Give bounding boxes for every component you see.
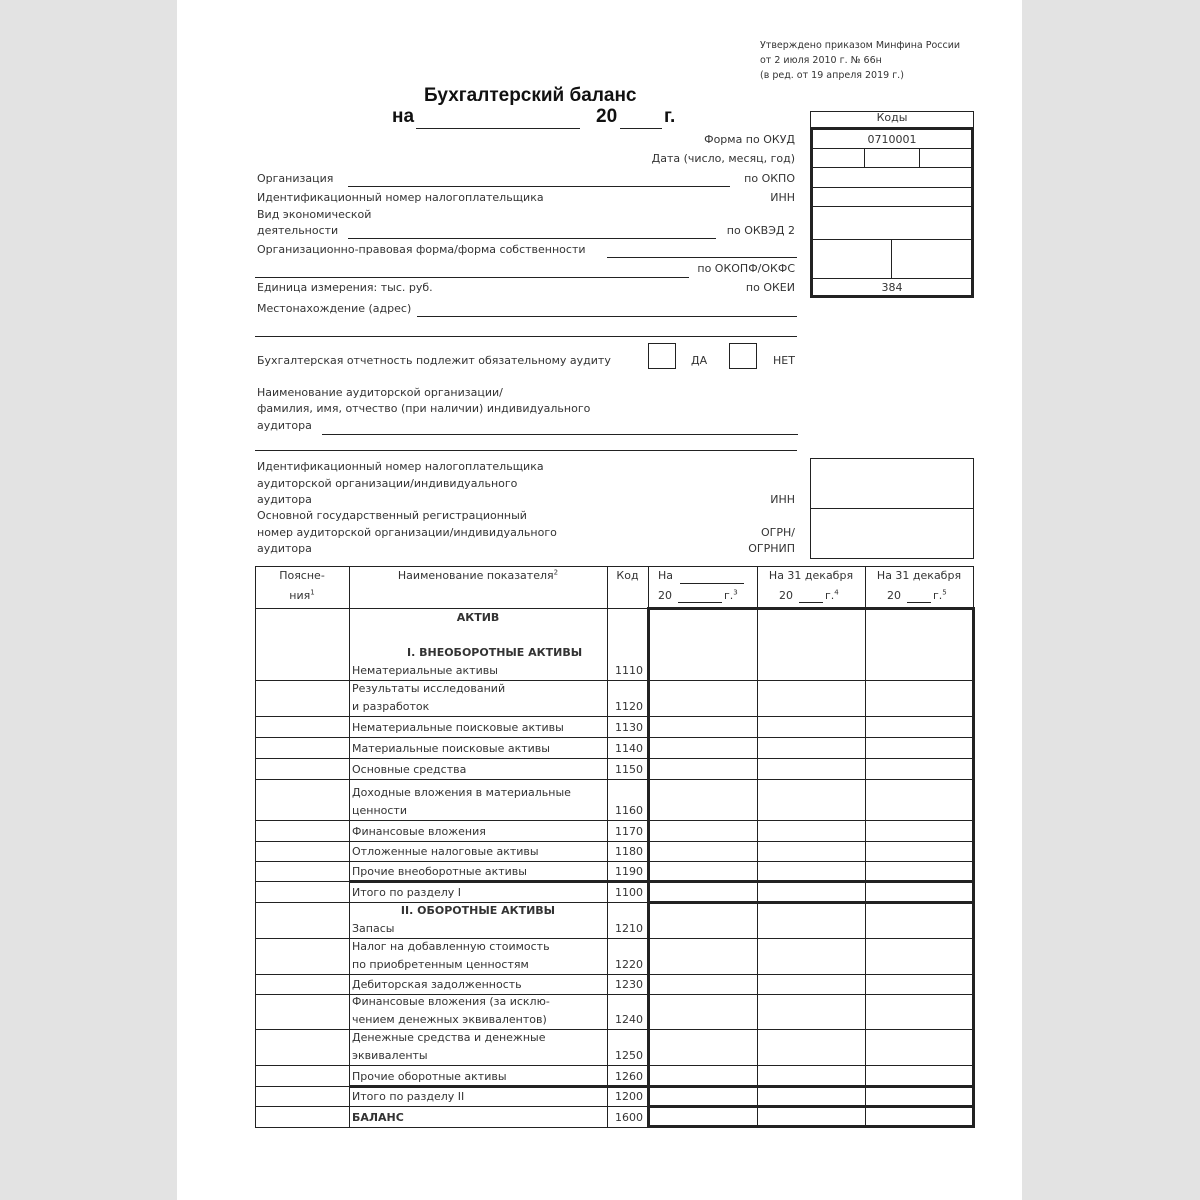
row-name: Нематериальные активы bbox=[352, 664, 498, 677]
audit-yes-checkbox[interactable] bbox=[648, 343, 676, 369]
auditor-inn-field[interactable] bbox=[811, 459, 973, 508]
notes-cell[interactable] bbox=[256, 1030, 348, 1064]
okud-label: Форма по ОКУД bbox=[704, 133, 795, 146]
okud-value: 0710001 bbox=[867, 133, 917, 146]
ogrn-label-1: Основной государственный регистрационный bbox=[257, 509, 527, 522]
row-name: Доходные вложения в материальные bbox=[352, 786, 571, 799]
row-code: 1200 bbox=[615, 1090, 643, 1103]
okopf-field[interactable] bbox=[812, 240, 891, 278]
notes-cell[interactable] bbox=[256, 738, 348, 757]
header-col3-year-suffix: г.$^5$ bbox=[933, 588, 947, 602]
notes-cell[interactable] bbox=[256, 939, 348, 973]
row-code: 1120 bbox=[615, 700, 643, 713]
row-code: 1260 bbox=[615, 1070, 643, 1083]
footnote-2: 2 bbox=[553, 568, 559, 577]
section-asset: АКТИВ bbox=[456, 611, 500, 624]
header-col2-year-field[interactable] bbox=[801, 589, 823, 602]
header-notes-line2 bbox=[255, 589, 349, 603]
notes-cell[interactable] bbox=[256, 759, 348, 778]
row-code: 1180 bbox=[615, 845, 643, 858]
row-name: Результаты исследований bbox=[352, 682, 506, 695]
footnote-5: 5 bbox=[942, 588, 947, 597]
notes-cell[interactable] bbox=[256, 681, 348, 715]
header-notes-text: ния bbox=[289, 589, 311, 602]
header-col3-line1: На 31 декабря bbox=[876, 569, 962, 582]
notes-cell[interactable] bbox=[256, 995, 348, 1028]
unit-label: Единица измерения: тыс. руб. bbox=[257, 281, 433, 294]
auditor-inn-code-label: ИНН bbox=[770, 493, 795, 506]
notes-cell[interactable] bbox=[256, 862, 348, 880]
date-label: Дата (число, месяц, год) bbox=[651, 152, 795, 165]
okei-label: по ОКЕИ bbox=[745, 281, 795, 294]
row-code: 1100 bbox=[615, 886, 643, 899]
header-col2-year-suffix: г.$^4$ bbox=[825, 588, 839, 602]
ownership-form-field[interactable] bbox=[255, 277, 689, 278]
notes-cell[interactable] bbox=[256, 821, 348, 840]
row-code: 1220 bbox=[615, 958, 643, 971]
audit-no-checkbox[interactable] bbox=[729, 343, 757, 369]
title-year-suffix: г. bbox=[664, 106, 676, 127]
notes-cell[interactable] bbox=[256, 882, 348, 901]
row-name: Основные средства bbox=[352, 763, 467, 776]
row-name: по приобретенным ценностям bbox=[352, 958, 529, 971]
auditor-name-label-1: Наименование аудиторской организации/ bbox=[257, 386, 503, 399]
organization-field[interactable] bbox=[348, 186, 730, 187]
approval-line-2: от 2 июля 2010 г. № 66н bbox=[760, 55, 882, 66]
notes-cell[interactable] bbox=[256, 717, 348, 736]
row-code: 1160 bbox=[615, 804, 643, 817]
auditor-ogrn-field[interactable] bbox=[811, 509, 973, 558]
notes-cell[interactable] bbox=[256, 609, 348, 679]
report-year-field[interactable] bbox=[620, 128, 662, 129]
notes-cell[interactable] bbox=[256, 1107, 348, 1126]
mandatory-audit-label: Бухгалтерская отчетность подлежит обязательному аудиту bbox=[257, 354, 611, 367]
row-name: Прочие оборотные активы bbox=[352, 1070, 507, 1083]
inn-label: ИНН bbox=[770, 191, 795, 204]
header-name-text: Наименование показателя bbox=[397, 569, 554, 582]
section-1-title: I. ВНЕОБОРОТНЫЕ АКТИВЫ bbox=[407, 646, 583, 659]
ogrn-label-3: аудитора bbox=[257, 542, 312, 555]
row-name: Налог на добавленную стоимость bbox=[352, 940, 550, 953]
row-name: Итого по разделу II bbox=[352, 1090, 465, 1103]
activity-field[interactable] bbox=[348, 238, 716, 239]
row-name: Денежные средства и денежные bbox=[352, 1031, 546, 1044]
auditor-inn-label-3: аудитора bbox=[257, 493, 312, 506]
okpo-label: по ОКПО bbox=[744, 172, 795, 185]
row-code: 1210 bbox=[615, 922, 643, 935]
taxpayer-id-label: Идентификационный номер налогоплательщика bbox=[257, 191, 544, 204]
row-name: эквиваленты bbox=[352, 1049, 428, 1062]
title-on-label: на bbox=[392, 106, 415, 127]
document-title: Бухгалтерский баланс bbox=[424, 85, 637, 106]
auditor-inn-label-1: Идентификационный номер налогоплательщика bbox=[257, 460, 544, 473]
okved-label: по ОКВЭД 2 bbox=[726, 224, 795, 237]
legal-form-label: Организационно-правовая форма/форма собственности bbox=[257, 243, 586, 256]
row-name: и разработок bbox=[352, 700, 430, 713]
title-year-prefix: 20 bbox=[596, 106, 618, 127]
notes-cell[interactable] bbox=[256, 903, 348, 937]
address-label: Местонахождение (адрес) bbox=[257, 302, 412, 315]
row-code: 1140 bbox=[615, 742, 643, 755]
row-name: чением денежных эквивалентов) bbox=[352, 1013, 547, 1026]
audit-no-label: НЕТ bbox=[773, 354, 795, 367]
notes-cell[interactable] bbox=[256, 975, 348, 993]
notes-cell[interactable] bbox=[256, 1066, 348, 1085]
header-col3-year-field[interactable] bbox=[909, 589, 931, 602]
notes-cell[interactable] bbox=[256, 842, 348, 860]
row-name: Нематериальные поисковые активы bbox=[352, 721, 564, 734]
row-name: Дебиторская задолженность bbox=[352, 978, 522, 991]
okei-value: 384 bbox=[881, 281, 903, 294]
okfs-field[interactable] bbox=[892, 240, 972, 278]
activity-label-1: Вид экономической bbox=[257, 208, 372, 221]
row-name: Прочие внеоборотные активы bbox=[352, 865, 527, 878]
notes-cell[interactable] bbox=[256, 780, 348, 819]
auditor-name-label-2: фамилия, имя, отчество (при наличии) индивидуального bbox=[257, 402, 591, 415]
auditor-name-field-line-2[interactable] bbox=[255, 450, 797, 451]
address-field[interactable] bbox=[417, 316, 797, 317]
row-code: 1250 bbox=[615, 1049, 643, 1062]
address-field-line-2[interactable] bbox=[255, 336, 797, 337]
row-name: БАЛАНС bbox=[352, 1111, 404, 1124]
row-code: 1150 bbox=[615, 763, 643, 776]
okved-field[interactable] bbox=[812, 207, 972, 239]
header-name bbox=[349, 569, 607, 583]
footnote-3: 3 bbox=[733, 588, 738, 597]
date-month-field[interactable] bbox=[865, 149, 919, 167]
auditor-name-label-3: аудитора bbox=[257, 419, 312, 432]
footnote-4: 4 bbox=[834, 588, 839, 597]
row-name: ценности bbox=[352, 804, 407, 817]
organization-label: Организация bbox=[257, 172, 334, 185]
okopf-label: по ОКОПФ/ОКФС bbox=[697, 262, 795, 275]
row-name: Итого по разделу I bbox=[352, 886, 462, 899]
notes-cell[interactable] bbox=[256, 1087, 348, 1105]
okpo-field[interactable] bbox=[812, 168, 972, 187]
ogrn-label-2: номер аудиторской организации/индивидуального bbox=[257, 526, 557, 539]
row-code: 1110 bbox=[615, 664, 643, 677]
section-2-title: II. ОБОРОТНЫЕ АКТИВЫ bbox=[400, 904, 556, 917]
row-code: 1600 bbox=[615, 1111, 643, 1124]
row-code: 1240 bbox=[615, 1013, 643, 1026]
row-code: 1130 bbox=[615, 721, 643, 734]
auditor-inn-label-2: аудиторской организации/индивидуального bbox=[257, 477, 518, 490]
row-name: Финансовые вложения (за исклю- bbox=[352, 995, 550, 1008]
codes-header: Коды bbox=[876, 111, 908, 124]
row-code: 1190 bbox=[615, 865, 643, 878]
report-date-field[interactable] bbox=[416, 128, 580, 129]
auditor-name-field[interactable] bbox=[322, 434, 798, 435]
value-block-frame bbox=[647, 607, 975, 1128]
row-code: 1170 bbox=[615, 825, 643, 838]
header-notes-line1: Поясне- bbox=[279, 569, 325, 582]
approval-line-3: (в ред. от 19 апреля 2019 г.) bbox=[760, 70, 904, 81]
header-code: Код bbox=[616, 569, 639, 582]
activity-label-2: деятельности bbox=[257, 224, 339, 237]
footnote-1: 1 bbox=[310, 588, 315, 597]
header-col1-year-suffix: г.$^3$ bbox=[724, 588, 738, 602]
date-day-field[interactable] bbox=[812, 149, 864, 167]
legal-form-field[interactable] bbox=[607, 257, 797, 258]
ogrn-code-label-2: ОГРНИП bbox=[748, 542, 795, 555]
date-year-field[interactable] bbox=[920, 149, 972, 167]
inn-field[interactable] bbox=[812, 188, 972, 206]
row-name: Запасы bbox=[352, 922, 395, 935]
header-col2-year-prefix: 20 bbox=[779, 589, 793, 602]
row-name: Финансовые вложения bbox=[352, 825, 486, 838]
row-name: Материальные поисковые активы bbox=[352, 742, 550, 755]
header-col3-year-prefix: 20 bbox=[887, 589, 901, 602]
header-col1-year-field[interactable] bbox=[678, 589, 722, 602]
row-code: 1230 bbox=[615, 978, 643, 991]
audit-yes-label: ДА bbox=[691, 354, 708, 367]
header-col1-line1: На bbox=[658, 569, 674, 582]
header-col1-year-prefix: 20 bbox=[658, 589, 672, 602]
ogrn-code-label-1: ОГРН/ bbox=[761, 526, 795, 539]
header-col2-line1: На 31 декабря bbox=[768, 569, 854, 582]
approval-line-1: Утверждено приказом Минфина России bbox=[760, 40, 961, 51]
row-name: Отложенные налоговые активы bbox=[352, 845, 539, 858]
